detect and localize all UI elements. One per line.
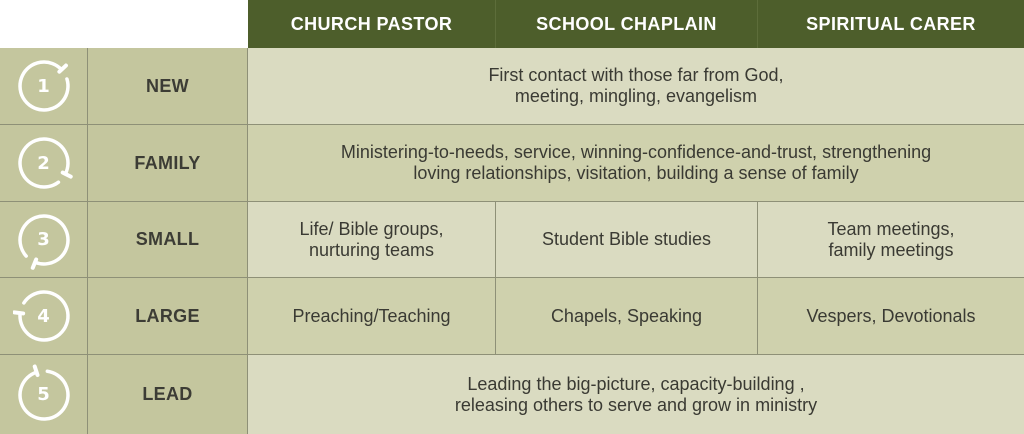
row-content: [248, 125, 1024, 202]
row-cell-church-pastor: [248, 202, 496, 278]
row-label: SMALL: [88, 202, 248, 278]
row-number-cell: [0, 48, 88, 125]
row-cell-school-chaplain: [496, 278, 758, 355]
header-school-chaplain: SCHOOL CHAPLAIN: [496, 0, 758, 48]
row-label: LEAD: [88, 355, 248, 434]
row-number-cell: [0, 202, 88, 278]
content-line: First contact with those far from God,: [488, 65, 784, 85]
content-line: family meetings: [828, 239, 954, 260]
row-content: [248, 48, 1024, 125]
row-label: LARGE: [88, 278, 248, 355]
row-content: [248, 355, 1024, 434]
content-line: Team meetings,: [827, 218, 955, 239]
cycle-step-icon: 5: [13, 364, 75, 426]
row-cell-spiritual-carer: [758, 202, 1024, 278]
header-blank-cell: [0, 0, 248, 48]
content-line: Life/ Bible groups,: [299, 218, 444, 239]
row-label: NEW: [88, 48, 248, 125]
content-line: Chapels, Speaking: [550, 305, 703, 326]
cycle-step-icon: 4: [13, 285, 75, 347]
row-cell-spiritual-carer: [758, 278, 1024, 355]
content-line: meeting, mingling, evangelism: [514, 86, 758, 106]
cycle-step-icon: 3: [13, 209, 75, 271]
content-line: loving relationships, visitation, building a sense of family: [413, 163, 859, 183]
content-line: nurturing teams: [308, 239, 435, 260]
row-number-cell: [0, 278, 88, 355]
cycle-step-icon: 2: [13, 132, 75, 194]
row-number-cell: [0, 125, 88, 202]
content-line: Vespers, Devotionals: [806, 305, 976, 326]
header-spiritual-carer: SPIRITUAL CARER: [758, 0, 1024, 48]
row-label: FAMILY: [88, 125, 248, 202]
content-line: Leading the big-picture, capacity-building ,: [467, 373, 805, 394]
cycle-step-icon: 1: [13, 55, 75, 117]
content-line: Ministering-to-needs, service, winning-confidence-and-trust, strengthening: [340, 142, 932, 162]
content-line: Preaching/Teaching: [292, 305, 451, 326]
content-line: releasing others to serve and grow in ministry: [454, 394, 818, 415]
row-number-cell: [0, 355, 88, 434]
header-church-pastor: CHURCH PASTOR: [248, 0, 496, 48]
content-line: Student Bible studies: [541, 229, 712, 249]
row-cell-church-pastor: [248, 278, 496, 355]
row-cell-school-chaplain: [496, 202, 758, 278]
